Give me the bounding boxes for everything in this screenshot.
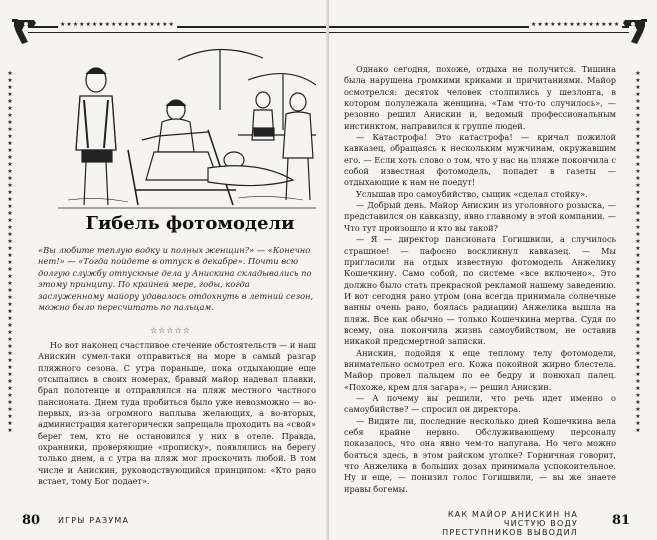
left-paragraph: Но вот наконец счастливое стечение обстоятельств — и наш Анискин сумел-таки отправиться на море в самый разгар пляжного сезона. С утра пораньше, пока отдыхающие еще отсыпались в своих номерах, бравый майор надевал плавки, брал полотенце и отправлялся на пляж местного частного пансионата. Днем туда пробиться было уже невозможно — во-первых, из-за огромного наплыва желающих, а во-вторых, администрация категорически запрещала проходить на «свой» берег тем, кто не остановился у них в отеле. Правда, охранники, проверяющие «прописку», появлялись на берегу только днем, а с утра на пляж мог проскочить любой. В том числе и Анискин, руководствующийся принципом: «Кто рано встает, тому Бог подает». (38, 340, 316, 487)
epigraph-text: «Вы любите теплую водку и полных женщин?» — «Конечно нет!» — «Тогда пойдете в отпуск в декабре». Почти всю долгую службу отпускные дела у Анискина складывались по этому принципу. По крайней мере, годы, когда заслуженному майору удавалось отдохнуть в летний сезон, можно было пересчитать по пальцам. (38, 245, 314, 313)
right-paragraph: — А почему вы решили, что речь идет именно о самоубийстве? — спросил он директора. (344, 392, 616, 415)
running-footer-right-line1: КАК МАЙОР АНИСКИН НА ЧИСТУЮ ВОДУ (447, 510, 578, 528)
section-divider: ☆☆☆☆☆ (150, 326, 191, 335)
top-stars-right: ★★★★★★★★★★★★★★ (531, 21, 621, 28)
right-paragraph: — Катастрофа! Это катастрофа! — кричал пожилой кавказец, обращаясь к нескольким мужчинам, окружавшим его. — Если хоть слово о том, что у нас на пляже покончила с собой известная фотомодель, попадет в газеты — отдыхающие к нам не поедут! (344, 132, 616, 188)
left-body-text (38, 340, 316, 487)
running-footer-right-line2: ПРЕСТУПНИКОВ ВЫВОДИЛ (442, 528, 578, 537)
page-number-left: 80 (22, 513, 41, 528)
top-stars-left: ★★★★★★★★★★★★★★★★★★ (60, 21, 175, 28)
epigraph (38, 245, 316, 313)
right-paragraph: — Я — директор пансионата Гогишвили, а случилось страшное! — пафосно воскликнул кавказец. — Мы пригласили на отдых известную фотомодель Анжелику Кошечкину. Само собой, по системе «все включено». Это должно было стать прекрасной рекламой нашему заведению. И вот сегодня рано утром (она всегда принимала солнечные ванны очень рано, боялась радиации) Анжелика вышла на пляж. Все как обычно — только Кошечкина мертва. Судя по всему, она покончила жизнь самоубийством, не оставив никакой предсмертной записки. (344, 234, 616, 347)
right-paragraph: — Добрый день. Майор Анискин из уголовного розыска, — представился он кавказцу, явно главному в этой компании. — Что тут произошло и кто вы такой? (344, 200, 616, 233)
right-paragraph: Анискин, подойдя к еще теплому телу фотомодели, внимательно осмотрел его. Кожа покойной жирно блестела. Майор провел пальцем по ее бедру и понюхал палец. «Похоже, крем для загара», — решил Анискин. (344, 347, 616, 392)
side-stars-left: ★★★★★★★★★★★★★★★★★★★★★★★★★★★★★★★★★★★★★★★★★★★★★★★★★★★★ (7, 70, 13, 434)
running-footer-left: ИГРЫ РАЗУМА (58, 516, 130, 525)
running-footer-right (430, 510, 578, 537)
chapter-title: Гибель фотомодели (85, 213, 295, 234)
left-page (0, 0, 328, 540)
right-paragraph: — Видите ли, последние несколько дней Кошечкина вела себя крайне нервно. Обслуживающему персоналу показалось, что она явно чем-то напугана. Но чего можно бояться здесь, в этом райском уголке? Горничная говорит, что Анжелика в больших дозах принимала успокоительное. Ну и еще, — понизил голос Гогишвили, — вы же знаете нравы богемы. (344, 415, 616, 494)
page-number-right: 81 (612, 513, 631, 528)
right-paragraph: Однако сегодня, похоже, отдыха не получится. Тишина была нарушена громкими криками и причитаниями. Майор осмотрелся: десяток человек столпились у шезлонга, в котором полулежала женщина. «Там что-то случилось», — резонно решил Анискин и, ведомый профессиональным инстинктом, направился к группе людей. (344, 64, 616, 131)
revolver-icon (619, 14, 649, 48)
right-paragraph: Услышав про самоубийство, сыщик «сделал стойку». (356, 188, 588, 199)
revolver-icon (10, 14, 40, 48)
beach-illustration (58, 40, 316, 210)
right-body-text (344, 64, 616, 495)
side-stars-right: ★★★★★★★★★★★★★★★★★★★★★★★★★★★★★★★★★★★★★★★★★★★★★★★★★★★★ (635, 70, 641, 434)
